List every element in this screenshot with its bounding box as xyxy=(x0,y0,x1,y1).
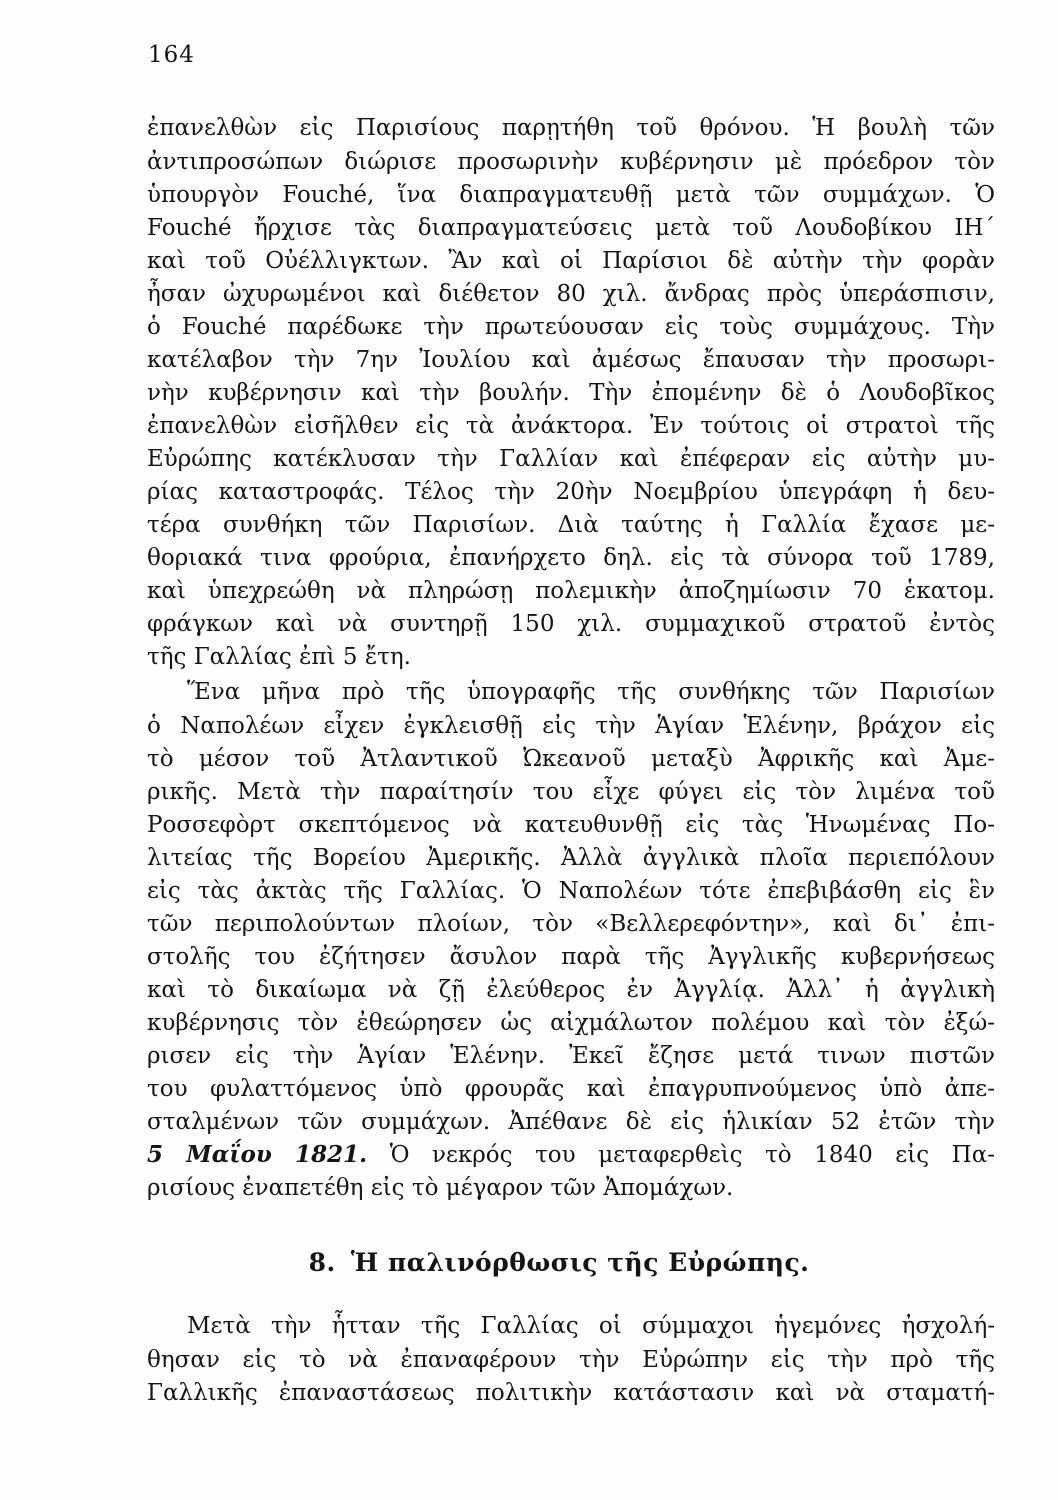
text-line: καὶ τοῦ Οὐέλλιγκτων. Ἂν καὶ οἱ Παρίσιοι δὲ αὐτὴν τὴν φορὰν xyxy=(147,248,995,274)
section-title: Ἡ παλινόρθωσις τῆς Εὐρώπης. xyxy=(350,1248,810,1277)
text-line: Εὐρώπης κατέκλυσαν τὴν Γαλλίαν καὶ ἐπέφεραν εἰς αὐτὴν μυ- xyxy=(147,446,995,472)
emphasized-date: 5 Μαΐου 1821. xyxy=(147,1141,368,1168)
text-line: ρικῆς. Μετὰ τὴν παραίτησίν του εἶχε φύγει εἰς τὸν λιμένα τοῦ xyxy=(147,779,995,805)
text-line: ὁ Ναπολέων εἶχεν ἐγκλεισθῇ εἰς τὴν Ἁγίαν Ἑλένην, βράχον εἰς xyxy=(147,713,995,739)
text-line: Γαλλικῆς ἐπαναστάσεως πολιτικὴν κατάστασιν καὶ νὰ σταματή- xyxy=(147,1380,995,1406)
text-line: ἐπανελθὼν εἰσῆλθεν εἰς τὰ ἀνάκτορα. Ἐν τούτοις οἱ στρατοὶ τῆς xyxy=(147,413,995,439)
text-line: κατέλαβον τὴν 7ην Ἰουλίου καὶ ἀμέσως ἔπαυσαν τὴν προσωρι- xyxy=(147,347,995,373)
text-line-with-date xyxy=(147,1139,995,1171)
text-line: ρισεν εἰς τὴν Ἁγίαν Ἑλένην. Ἐκεῖ ἔζησε μετά τινων πιστῶν xyxy=(147,1043,995,1069)
text-line: σταλμένων τῶν συμμάχων. Ἀπέθανε δὲ εἰς ἡλικίαν 52 ἐτῶν τὴν xyxy=(147,1109,995,1135)
text-line: εἰς τὰς ἀκτὰς τῆς Γαλλίας. Ὁ Ναπολέων τότε ἐπεβιβάσθη εἰς ἓν xyxy=(147,878,995,904)
text-line: Ἕνα μῆνα πρὸ τῆς ὑπογραφῆς τῆς συνθήκης τῶν Παρισίων xyxy=(187,679,995,705)
text-line: ἀντιπροσώπων διώρισε προσωρινὴν κυβέρνησιν μὲ πρόεδρον τὸν xyxy=(147,149,995,175)
text-line: τὸ μέσον τοῦ Ἀτλαντικοῦ Ὠκεανοῦ μεταξὺ Ἀφρικῆς καὶ Ἀμε- xyxy=(147,746,995,772)
text-line: ὁ Fouché παρέδωκε τὴν πρωτεύουσαν εἰς τοὺς συμμάχους. Τὴν xyxy=(147,314,995,340)
text-line: νὴν κυβέρνησιν καὶ τὴν βουλήν. Τὴν ἐπομένην δὲ ὁ Λουδοβῖκος xyxy=(147,380,995,406)
text-line: τῶν περιπολούντων πλοίων, τὸν «Βελλερεφόντην», καὶ δι᾿ ἐπι- xyxy=(147,911,995,937)
text-line: του φυλαττόμενος ὑπὸ φρουρᾶς καὶ ἐπαγρυπνούμενος ὑπὸ ἀπε- xyxy=(147,1076,995,1102)
text-span: Ὁ νεκρός του μεταφερθεὶς τὸ 1840 εἰς Πα- xyxy=(389,1142,995,1168)
text-line: τέρα συνθήκη τῶν Παρισίων. Διὰ ταύτης ἡ Γαλλία ἔχασε με- xyxy=(147,512,995,538)
text-line: τῆς Γαλλίας ἐπὶ 5 ἔτη. xyxy=(147,644,411,670)
text-line: καὶ ὑπεχρεώθη νὰ πληρώσῃ πολεμικὴν ἀποζημίωσιν 70 ἑκατομ. xyxy=(147,578,995,604)
text-line: ρισίους ἐναπετέθη εἰς τὸ μέγαρον τῶν Ἀπομάχων. xyxy=(147,1175,734,1201)
text-line: καὶ τὸ δικαίωμα νὰ ζῇ ἐλεύθερος ἐν Ἀγγλίᾳ. Ἀλλ᾿ ἡ ἀγγλικὴ xyxy=(147,977,995,1003)
text-line: θησαν εἰς τὸ νὰ ἐπαναφέρουν τὴν Εὐρώπην εἰς τὴν πρὸ τῆς xyxy=(147,1347,995,1373)
text-line: ἐπανελθὼν εἰς Παρισίους παρῃτήθη τοῦ θρόνου. Ἡ βουλὴ τῶν xyxy=(147,115,995,141)
text-line: φράγκων καὶ νὰ συντηρῇ 150 χιλ. συμμαχικοῦ στρατοῦ ἐντὸς xyxy=(147,611,995,637)
text-line: στολῆς του ἐζήτησεν ἄσυλον παρὰ τῆς Ἀγγλικῆς κυβερνήσεως xyxy=(147,944,995,970)
text-line: Ροσσεφὸρτ σκεπτόμενος νὰ κατευθυνθῇ εἰς τὰς Ἡνωμένας Πο- xyxy=(147,812,995,838)
text-line: Fouché ἤρχισε τὰς διαπραγματεύσεις μετὰ τοῦ Λουδοβίκου ΙΗ΄ xyxy=(147,215,995,241)
text-line: κυβέρνησις τὸν ἐθεώρησεν ὡς αἰχμάλωτον πολέμου καὶ τὸν ἐξώ- xyxy=(147,1010,995,1036)
text-line: λιτείας τῆς Βορείου Ἀμερικῆς. Ἀλλὰ ἀγγλικὰ πλοῖα περιεπόλουν xyxy=(147,845,995,871)
text-line: θοριακά τινα φρούρια, ἐπανήρχετο δηλ. εἰς τὰ σύνορα τοῦ 1789, xyxy=(147,545,995,571)
text-line: ἦσαν ὠχυρωμένοι καὶ διέθετον 80 χιλ. ἄνδρας πρὸς ὑπεράσπισιν, xyxy=(147,281,995,307)
section-heading xyxy=(0,1248,1058,1277)
page-number: 164 xyxy=(148,42,195,68)
text-line: Μετὰ τὴν ἧτταν τῆς Γαλλίας οἱ σύμμαχοι ἡγεμόνες ἠσχολή- xyxy=(187,1313,995,1339)
text-line: ρίας καταστροφάς. Τέλος τὴν 20ὴν Νοεμβρίου ὑπεγράφη ἡ δευ- xyxy=(147,479,995,505)
section-number: 8. xyxy=(308,1248,336,1277)
text-line: ὑπουργὸν Fouché, ἵνα διαπραγματευθῇ μετὰ τῶν συμμάχων. Ὁ xyxy=(147,182,995,208)
